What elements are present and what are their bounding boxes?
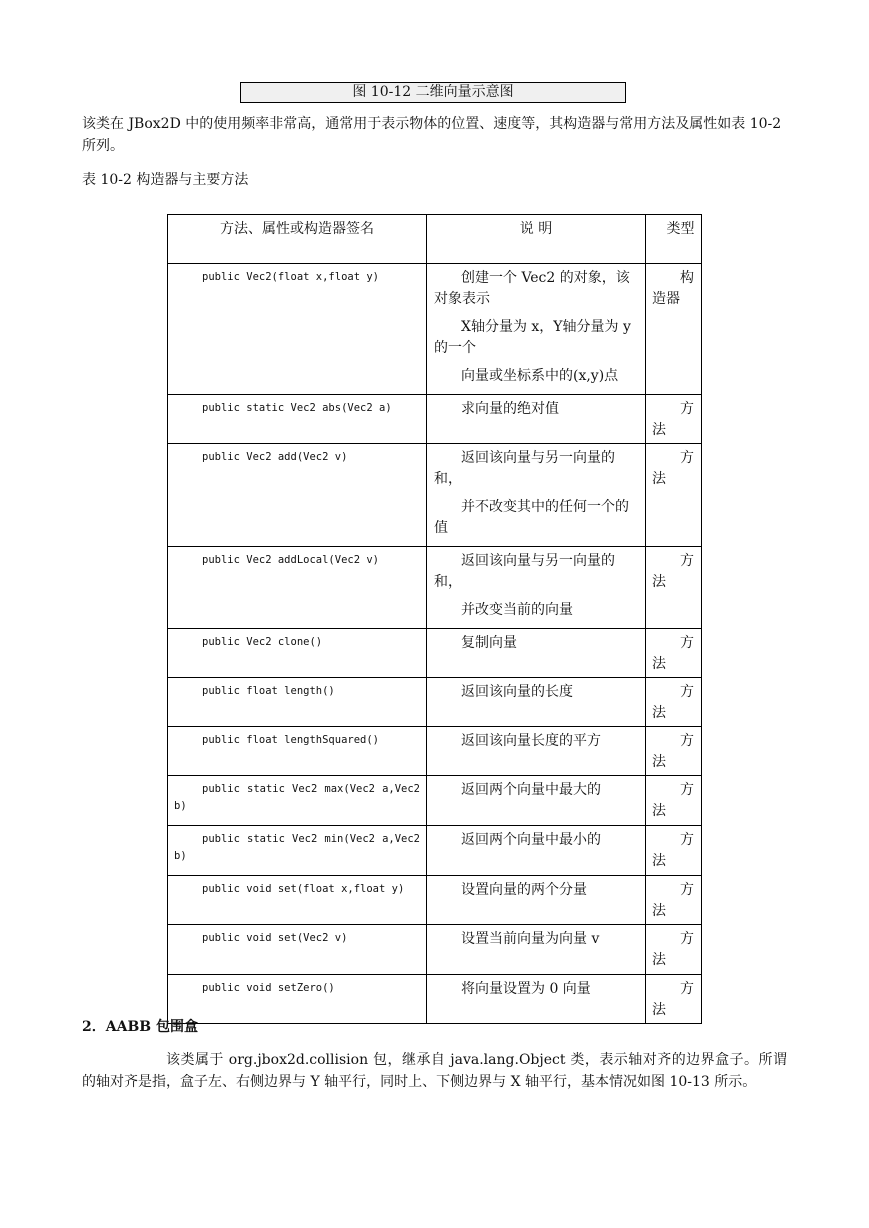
table-caption: 表 10-2 构造器与主要方法	[82, 172, 249, 188]
method-signature: public void set(Vec2 v)	[168, 925, 427, 975]
method-type: 方法	[646, 444, 702, 547]
method-description	[427, 547, 646, 629]
header-description: 说 明	[427, 215, 646, 264]
method-description	[427, 727, 646, 776]
description-line: 返回该向量与另一向量的和，	[434, 553, 615, 590]
table-row	[168, 727, 702, 776]
method-signature: public void set(float x,float y)	[168, 876, 427, 925]
method-signature: public Vec2 add(Vec2 v)	[168, 444, 427, 547]
table-row	[168, 925, 702, 975]
description-line: 设置当前向量为向量 v	[461, 931, 600, 947]
description-line: 返回两个向量中最大的	[461, 782, 601, 798]
description-line: 返回该向量与另一向量的和，	[434, 450, 615, 487]
table-row	[168, 444, 702, 547]
method-signature: public static Vec2 max(Vec2 a,Vec2 b)	[168, 776, 427, 826]
method-signature: public Vec2 addLocal(Vec2 v)	[168, 547, 427, 629]
intro-paragraph: 该类在 JBox2D 中的使用频率非常高，通常用于表示物体的位置、速度等，其构造器与常用方法及属性如表 10-2 所列。	[82, 116, 782, 154]
table-row	[168, 826, 702, 876]
method-description	[427, 629, 646, 678]
description-line: 并不改变其中的任何一个的值	[434, 499, 629, 536]
method-description	[427, 925, 646, 975]
table-row	[168, 547, 702, 629]
method-description	[427, 876, 646, 925]
method-signature: public Vec2 clone()	[168, 629, 427, 678]
method-type: 方法	[646, 678, 702, 727]
header-type: 类型	[646, 215, 702, 264]
method-signature: public void setZero()	[168, 975, 427, 1024]
section-heading: 2．AABB 包围盒	[82, 1019, 199, 1035]
table-row	[168, 395, 702, 444]
description-line: X轴分量为 x，Y轴分量为 y 的一个	[434, 319, 631, 356]
method-signature: public float lengthSquared()	[168, 727, 427, 776]
description-line: 求向量的绝对值	[461, 401, 559, 417]
method-description	[427, 826, 646, 876]
methods-table	[167, 214, 702, 1024]
method-description	[427, 395, 646, 444]
table-row	[168, 678, 702, 727]
description-line: 向量或坐标系中的(x,y)点	[461, 368, 619, 384]
method-type: 方法	[646, 975, 702, 1024]
table-body	[168, 264, 702, 1024]
description-line: 返回该向量的长度	[461, 684, 573, 700]
description-line: 设置向量的两个分量	[461, 882, 587, 898]
description-line: 创建一个 Vec2 的对象，该对象表示	[434, 270, 630, 307]
method-type: 方法	[646, 727, 702, 776]
method-description	[427, 444, 646, 547]
method-type: 构造器	[646, 264, 702, 395]
method-signature: public static Vec2 abs(Vec2 a)	[168, 395, 427, 444]
method-description	[427, 264, 646, 395]
method-signature: public static Vec2 min(Vec2 a,Vec2 b)	[168, 826, 427, 876]
description-line: 并改变当前的向量	[461, 602, 573, 618]
figure-caption: 图 10-12 二维向量示意图	[240, 82, 626, 103]
method-type: 方法	[646, 629, 702, 678]
table-header-row	[168, 215, 702, 264]
description-line: 将向量设置为 0 向量	[461, 981, 591, 997]
method-type: 方法	[646, 547, 702, 629]
method-type: 方法	[646, 826, 702, 876]
method-type: 方法	[646, 876, 702, 925]
method-type: 方法	[646, 925, 702, 975]
method-description	[427, 776, 646, 826]
method-description	[427, 678, 646, 727]
table-row	[168, 876, 702, 925]
description-line: 返回两个向量中最小的	[461, 832, 601, 848]
method-signature: public Vec2(float x,float y)	[168, 264, 427, 395]
table-row	[168, 776, 702, 826]
section-paragraph: 该类属于 org.jbox2d.collision 包，继承自 java.lang.Object 类，表示轴对齐的边界盒子。所谓的轴对齐是指，盒子左、右侧边界与 Y 轴平行，同时上、下侧边界与 X 轴平行，基本情况如图 10-13 所示。	[82, 1052, 787, 1090]
header-signature: 方法、属性或构造器签名	[168, 215, 427, 264]
method-type: 方法	[646, 776, 702, 826]
description-line: 返回该向量长度的平方	[461, 733, 601, 749]
table-row	[168, 629, 702, 678]
table-row	[168, 264, 702, 395]
method-signature: public float length()	[168, 678, 427, 727]
method-type: 方法	[646, 395, 702, 444]
description-line: 复制向量	[461, 635, 517, 651]
